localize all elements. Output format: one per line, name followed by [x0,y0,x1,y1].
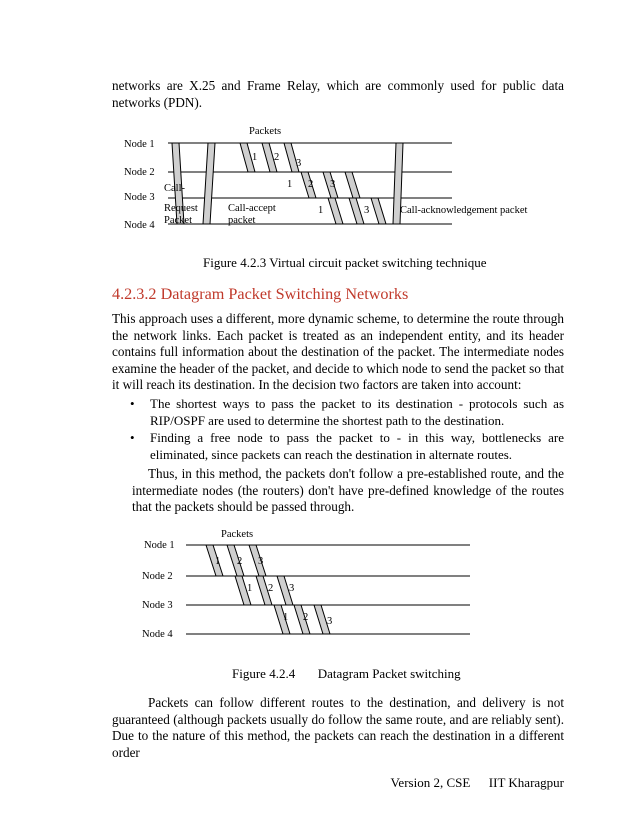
fig2-packet-number: 1 [283,612,289,623]
closing-paragraph: Packets can follow different routes to the destination, and delivery is not guaranteed (although packets usually do follow the same route, and are reliably sent). Due to the nature of this method, the packets can reach the destination in a different order [112,695,564,760]
intro-paragraph: networks are X.25 and Frame Relay, which are commonly used for public data networks (PDN). [112,78,564,110]
bullet-list [112,396,564,463]
fig2-packets-label: Packets [221,529,254,540]
figure2-caption-text: Datagram Packet switching [317,666,461,681]
fig1-packet-number: 2 [274,152,280,163]
fig1-packet-number: 3 [330,179,336,190]
bullet-item [112,430,564,463]
fig2-packet-number: 2 [237,556,243,567]
fig2-packet-number: 3 [289,583,295,594]
fig1-call-accept-label: packet [228,215,256,226]
bullet-dot: • [130,396,135,411]
fig1-packet-number: 1 [318,205,324,216]
fig1-call-accept-label: Call-accept [228,203,276,214]
fig2-packet-number: 2 [268,583,274,594]
fig2-node-4: Node 4 [142,629,173,640]
bullet-text: The shortest ways to pass the packet to its destination - protocols such as RIP/OSPF are used to determine the shortest path to the destination. [150,396,564,428]
fig1-node-3: Node 3 [124,192,155,203]
bullet-dot: • [130,430,135,446]
fig1-packet-number: 3 [364,205,370,216]
follow-paragraph: Thus, in this method, the packets don't follow a pre-established route, and the intermediate nodes (the routers) don't have pre-defined knowledge of the routes that the packets should be passed through. [132,466,564,515]
fig1-call-ack-label: Call-acknowledgement packet [400,205,528,216]
fig1-node-1: Node 1 [124,139,155,150]
bullet-item [112,396,564,429]
fig2-packet-number: 2 [303,612,309,623]
fig1-packets-label: Packets [249,126,282,137]
fig2-node-3: Node 3 [142,600,173,611]
figure2-caption-number: Figure 4.2.4 [232,666,296,681]
fig1-call-request-label: Packet [164,215,192,226]
footer-version: Version 2, CSE [390,775,471,790]
fig2-node-2: Node 2 [142,571,173,582]
datagram-figure [0,520,638,645]
fig2-packet-number: 3 [258,556,264,567]
fig1-packet-number: 1 [252,152,258,163]
fig2-packet-number: 1 [215,556,221,567]
fig1-packet-number: 2 [308,179,314,190]
fig1-packet-number: 1 [287,179,293,190]
fig1-call-request-label: Request [164,203,198,214]
fig1-node-2: Node 2 [124,167,155,178]
figure2-caption [232,666,461,682]
bullet-text: Finding a free node to pass the packet to - in this way, bottlenecks are eliminated, since packets can reach the destination in alternate routes. [150,430,564,462]
fig2-node-1: Node 1 [144,540,175,551]
fig2-packet-number: 3 [327,616,333,627]
fig2-packet-number: 1 [247,583,253,594]
fig1-node-4: Node 4 [124,220,155,231]
section-heading: 4.2.3.2 Datagram Packet Switching Networks [112,285,409,303]
fig1-call-request-label: Call- [164,183,185,194]
virtual-circuit-figure [0,120,638,238]
section-paragraph: This approach uses a different, more dynamic scheme, to determine the route through the network links. Each packet is treated as an independent entity, and its header contains full information about the destination of the packet. The intermediate nodes examine the header of the packet, and decide to which node to send the packet so that it will reach its destination. In the decision two factors are taken into account: [112,311,564,393]
fig1-packet-number: 3 [296,158,302,169]
page-footer [390,775,564,791]
footer-institute: IIT Kharagpur [488,775,564,790]
figure1-caption: Figure 4.2.3 Virtual circuit packet switching technique [203,255,487,270]
